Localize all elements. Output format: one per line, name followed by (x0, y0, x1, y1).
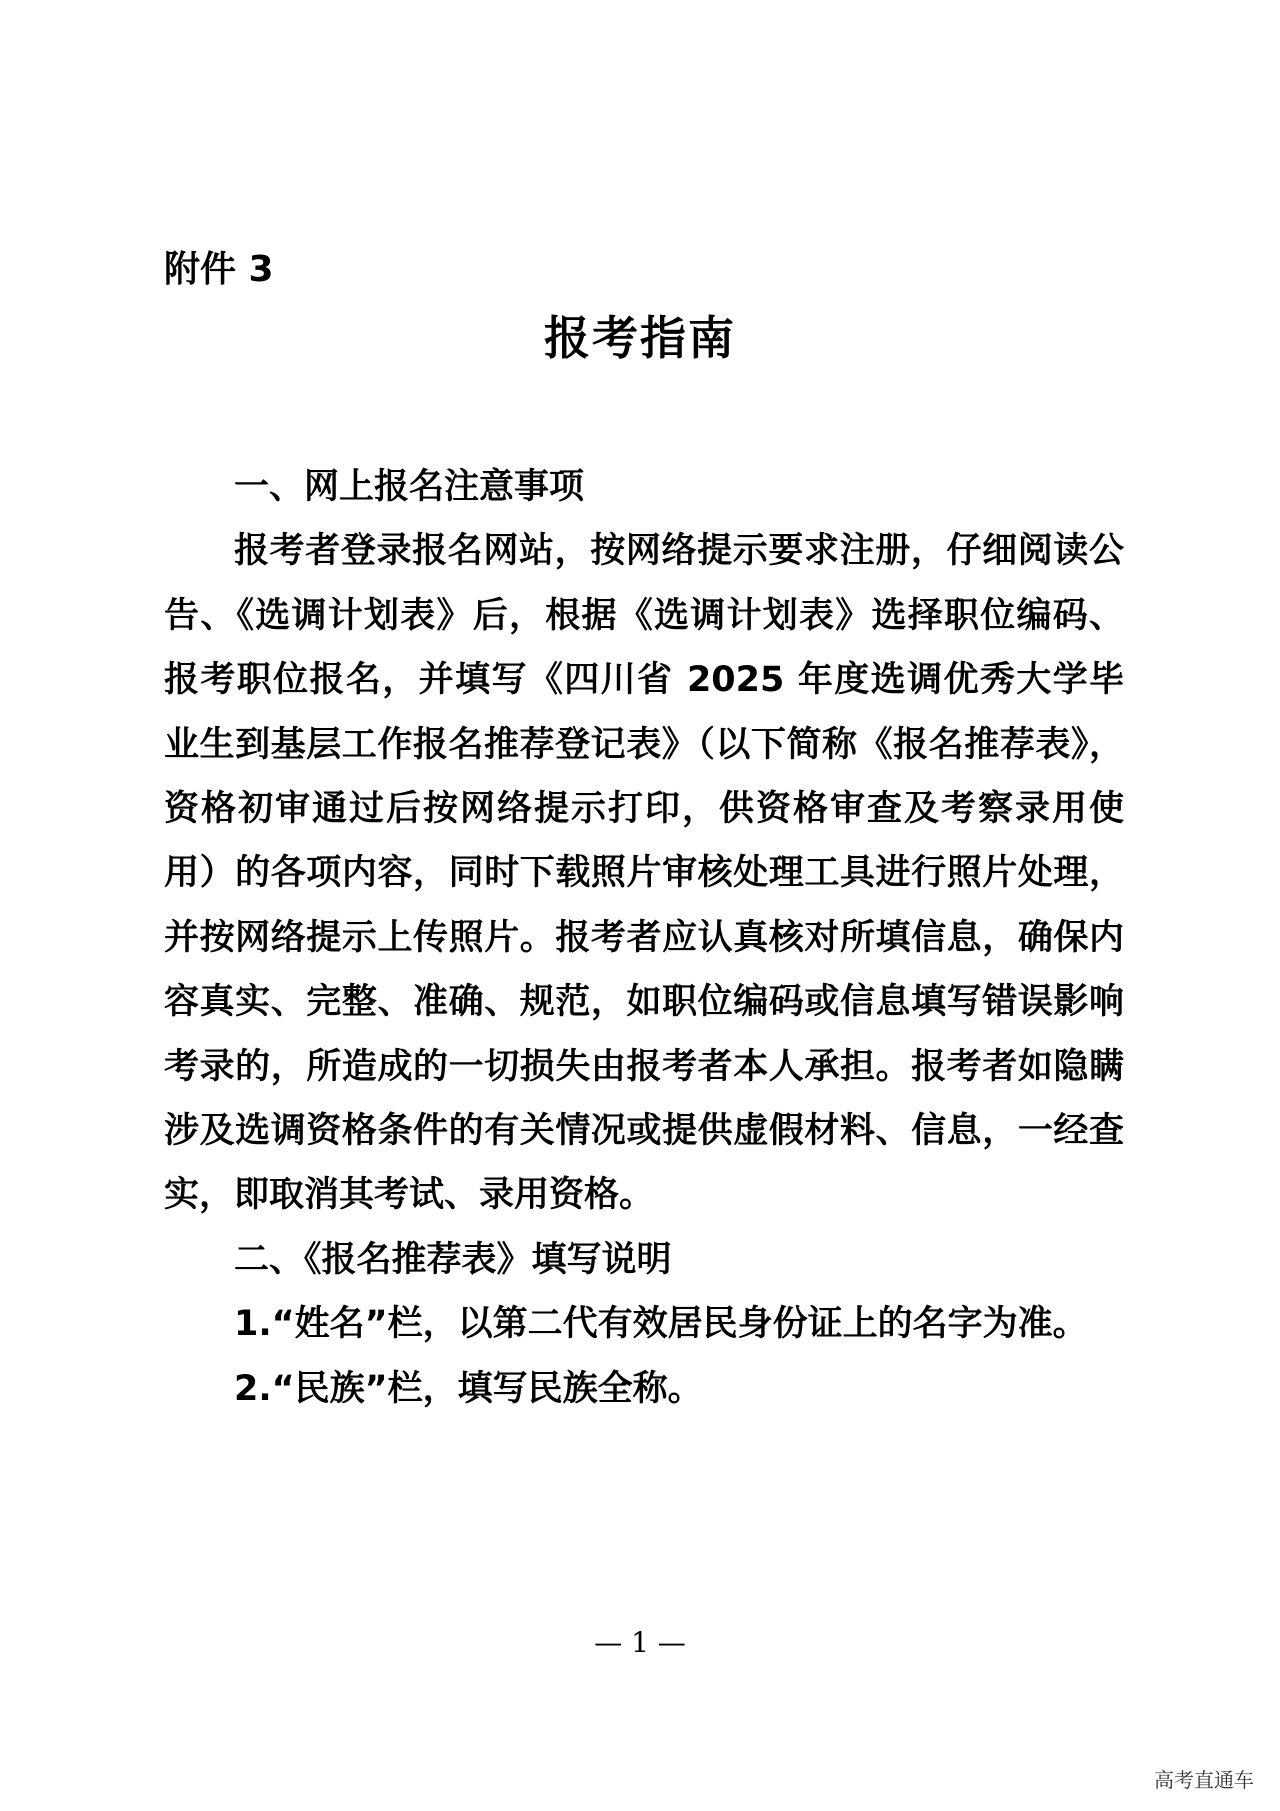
paragraph-name-field: 1.“姓名”栏，以第二代有效居民身份证上的名字为准。 (234, 1304, 1088, 1345)
attachment-label: 附件 3 (164, 249, 274, 290)
paragraph-ethnicity-field: 2.“民族”栏，填写民族全称。 (234, 1368, 703, 1409)
document-body (164, 455, 1124, 1421)
watermark: 高考直通车 (1154, 1768, 1254, 1792)
section-heading-online-registration: 一、网上报名注意事项 (234, 467, 585, 507)
document-title: 报考指南 (544, 311, 736, 365)
page-number: — 1 — (594, 1626, 686, 1659)
paragraph-registration-instructions: 报考者登录报名网站，按网络提示要求注册，仔细阅读公告、《选调计划表》后，根据《选调计划表》选择职位编码、报考职位报名，并填写《四川省 2025 年度选调优秀大学毕业生到基层工作报名推荐登记表》（以下简称《报名推荐表》，资格初审通过后按网络提示打印，供资格审查及考察录用使用）的各项内容，同时下载照片审核处理工具进行照片处理，并按网络提示上传照片。报考者应认真核对所填信息，确保内容真实、完整、准确、规范，如职位编码或信息填写错误影响考录的，所造成的一切损失由报考者本人承担。报考者如隐瞒涉及选调资格条件的有关情况或提供虚假材料、信息，一经查实，即取消其考试、录用资格。 (164, 531, 1124, 1216)
section-heading-form-instructions: 二、《报名推荐表》填写说明 (234, 1239, 672, 1280)
